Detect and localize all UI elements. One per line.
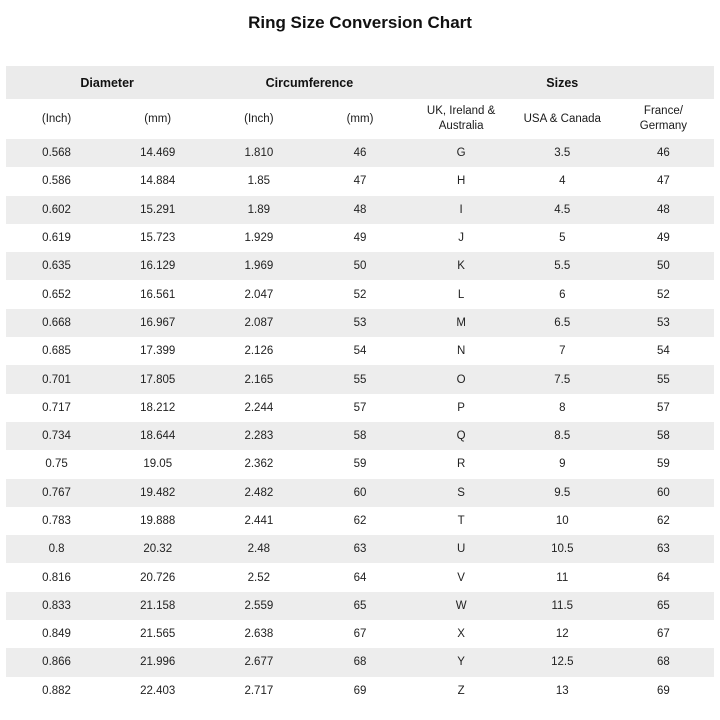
table-cell: I bbox=[459, 203, 463, 216]
table-cell: 68 bbox=[657, 656, 670, 669]
table-cell: 64 bbox=[657, 571, 670, 584]
table-cell: 69 bbox=[657, 684, 670, 697]
table-cell: T bbox=[457, 515, 465, 527]
table-cell: 14.469 bbox=[140, 147, 176, 160]
table-cell: 11.5 bbox=[551, 599, 574, 612]
table-cell: 4 bbox=[559, 175, 566, 188]
table-cell: 0.734 bbox=[42, 430, 71, 443]
table-cell: 8 bbox=[559, 401, 566, 414]
table-cell: 4.5 bbox=[554, 203, 571, 216]
table-cell: 1.969 bbox=[244, 260, 274, 273]
table-cell: 6.5 bbox=[554, 316, 571, 329]
table-row bbox=[6, 224, 714, 252]
table-cell: 0.866 bbox=[42, 656, 71, 669]
table-cell: 67 bbox=[657, 628, 670, 641]
table-cell: 65 bbox=[657, 599, 670, 612]
table-cell: X bbox=[457, 628, 465, 641]
table-cell: 50 bbox=[657, 260, 670, 273]
table-cell: 22.403 bbox=[140, 684, 176, 697]
table-cell: 16.129 bbox=[140, 260, 176, 273]
table-cell: 52 bbox=[353, 288, 367, 301]
table-cell: 1.810 bbox=[244, 147, 274, 160]
table-cell: G bbox=[456, 147, 466, 160]
table-cell: 2.047 bbox=[244, 288, 274, 301]
table-cell: 0.568 bbox=[42, 147, 71, 160]
table-cell: 0.783 bbox=[42, 515, 71, 527]
table-cell: 53 bbox=[657, 316, 670, 329]
table-cell: 0.849 bbox=[42, 628, 71, 641]
table-cell: 2.717 bbox=[244, 684, 274, 697]
table-cell: 2.638 bbox=[244, 628, 274, 641]
table-cell: 17.805 bbox=[140, 373, 176, 386]
table-cell: 2.482 bbox=[244, 486, 274, 499]
table-cell: 2.283 bbox=[244, 430, 274, 443]
table-cell: H bbox=[456, 175, 466, 188]
table-row bbox=[6, 422, 714, 450]
table-cell: 21.996 bbox=[140, 656, 176, 669]
table-cell: 0.635 bbox=[42, 260, 71, 273]
table-cell: 11 bbox=[556, 571, 569, 584]
table-cell: 10 bbox=[555, 515, 569, 527]
table-cell: 0.668 bbox=[42, 316, 71, 329]
table-cell: Q bbox=[456, 430, 466, 443]
table-cell: 1.929 bbox=[244, 232, 274, 245]
table-cell: M bbox=[456, 316, 466, 329]
table-cell: 69 bbox=[353, 684, 367, 697]
group-header-diameter: Diameter bbox=[6, 66, 208, 99]
table-cell: W bbox=[455, 599, 467, 612]
table-cell: 0.717 bbox=[42, 401, 71, 414]
table-cell: 49 bbox=[657, 232, 670, 245]
table-cell: 18.644 bbox=[140, 430, 176, 443]
table-cell: 5.5 bbox=[554, 260, 571, 273]
table-cell: 10.5 bbox=[551, 543, 574, 556]
table-cell: P bbox=[457, 401, 465, 414]
table-cell: 47 bbox=[657, 175, 670, 188]
table-cell: 54 bbox=[657, 345, 670, 358]
table-cell: 65 bbox=[353, 599, 367, 612]
group-header-circumference: Circumference bbox=[208, 66, 410, 99]
table-cell: 19.482 bbox=[140, 486, 176, 499]
table-row bbox=[6, 365, 714, 393]
table-cell: 58 bbox=[353, 430, 367, 443]
table-cell: 18.212 bbox=[140, 401, 176, 414]
table-row bbox=[6, 139, 714, 167]
table-cell: N bbox=[456, 345, 466, 358]
table-cell: 59 bbox=[353, 458, 367, 471]
column-header-4: UK, Ireland & Australia bbox=[411, 99, 512, 139]
table-cell: 0.882 bbox=[42, 684, 71, 697]
table-cell: 46 bbox=[353, 147, 367, 160]
table-cell: 8.5 bbox=[554, 430, 571, 443]
table-cell: 54 bbox=[353, 345, 367, 358]
table-cell: 2.362 bbox=[244, 458, 274, 471]
table-cell: 0.652 bbox=[42, 288, 71, 301]
table-cell: 19.05 bbox=[143, 458, 173, 471]
table-cell: 55 bbox=[657, 373, 670, 386]
table-cell: 2.48 bbox=[247, 543, 271, 556]
table-cell: 7 bbox=[559, 345, 566, 358]
table-cell: 0.833 bbox=[42, 599, 71, 612]
table-cell: 21.158 bbox=[140, 599, 176, 612]
table-cell: 9.5 bbox=[554, 486, 571, 499]
table-cell: 63 bbox=[657, 543, 670, 556]
table-row bbox=[6, 677, 714, 705]
table-cell: 2.165 bbox=[244, 373, 274, 386]
table-cell: 53 bbox=[353, 316, 367, 329]
table-cell: 46 bbox=[657, 147, 670, 160]
column-header-3: (mm) bbox=[309, 99, 410, 139]
table-cell: U bbox=[456, 543, 466, 556]
table-cell: 17.399 bbox=[140, 345, 176, 358]
column-header-2: (Inch) bbox=[208, 99, 309, 139]
column-header-5: USA & Canada bbox=[512, 99, 613, 139]
table-cell: 13 bbox=[555, 684, 569, 697]
table-row bbox=[6, 280, 714, 308]
table-cell: 67 bbox=[353, 628, 367, 641]
table-cell: O bbox=[456, 373, 466, 386]
table-cell: 6 bbox=[559, 288, 566, 301]
table-cell: S bbox=[457, 486, 465, 499]
table-cell: 9 bbox=[559, 458, 566, 471]
table-cell: 7.5 bbox=[554, 373, 571, 386]
table-row bbox=[6, 563, 714, 591]
table-cell: 0.8 bbox=[48, 543, 65, 556]
table-cell: 48 bbox=[353, 203, 367, 216]
table-cell: 12 bbox=[555, 628, 569, 641]
table-cell: 60 bbox=[657, 486, 670, 499]
table-cell: R bbox=[456, 458, 466, 471]
table-cell: 1.89 bbox=[247, 203, 271, 216]
table-row bbox=[6, 507, 714, 535]
table-cell: Y bbox=[457, 656, 465, 669]
table-row bbox=[6, 620, 714, 648]
table-cell: 2.441 bbox=[244, 515, 274, 527]
table-cell: 0.586 bbox=[42, 175, 71, 188]
table-cell: 2.559 bbox=[244, 599, 274, 612]
table-cell: 0.75 bbox=[45, 458, 68, 471]
table-cell: 2.244 bbox=[244, 401, 274, 414]
table-cell: K bbox=[457, 260, 465, 273]
table-cell: 62 bbox=[353, 515, 367, 527]
table-row bbox=[6, 337, 714, 365]
table-row bbox=[6, 252, 714, 280]
column-header-6: France/ Germany bbox=[613, 99, 714, 139]
table-cell: 59 bbox=[657, 458, 670, 471]
table-cell: 52 bbox=[657, 288, 670, 301]
table-cell: 49 bbox=[353, 232, 367, 245]
table-cell: 47 bbox=[353, 175, 367, 188]
table-cell: 58 bbox=[657, 430, 670, 443]
group-header-row bbox=[6, 66, 714, 99]
table-cell: L bbox=[457, 288, 465, 301]
table-cell: 0.816 bbox=[42, 571, 71, 584]
table-cell: 20.32 bbox=[143, 543, 173, 556]
table-cell: 48 bbox=[657, 203, 670, 216]
table-cell: 2.126 bbox=[244, 345, 274, 358]
table-row bbox=[6, 394, 714, 422]
table-row bbox=[6, 592, 714, 620]
page-title: Ring Size Conversion Chart bbox=[248, 13, 472, 32]
ring-size-conversion-table bbox=[6, 66, 714, 705]
table-row bbox=[6, 309, 714, 337]
table-cell: 3.5 bbox=[554, 147, 571, 160]
table-cell: 16.967 bbox=[140, 316, 176, 329]
table-cell: 60 bbox=[353, 486, 367, 499]
table-cell: Z bbox=[457, 684, 465, 697]
table-cell: 12.5 bbox=[551, 656, 574, 669]
table-cell: V bbox=[457, 571, 465, 584]
table-cell: 55 bbox=[353, 373, 367, 386]
table-row bbox=[6, 648, 714, 676]
table-cell: 14.884 bbox=[140, 175, 176, 188]
table-row bbox=[6, 196, 714, 224]
table-cell: 15.291 bbox=[140, 203, 176, 216]
table-cell: 21.565 bbox=[140, 628, 176, 641]
table-cell: 57 bbox=[657, 401, 670, 414]
table-cell: 0.685 bbox=[42, 345, 71, 358]
table-row bbox=[6, 450, 714, 478]
table-cell: 15.723 bbox=[140, 232, 176, 245]
column-header-1: (mm) bbox=[107, 99, 208, 139]
table-cell: J bbox=[458, 232, 464, 245]
group-header-sizes: Sizes bbox=[411, 66, 714, 99]
table-cell: 57 bbox=[353, 401, 367, 414]
table-cell: 2.087 bbox=[244, 316, 274, 329]
table-cell: 68 bbox=[353, 656, 367, 669]
table-cell: 2.677 bbox=[244, 656, 274, 669]
table-header bbox=[6, 66, 714, 139]
table-cell: 16.561 bbox=[140, 288, 176, 301]
table-cell: 20.726 bbox=[140, 571, 176, 584]
table-cell: 64 bbox=[353, 571, 367, 584]
table-cell: 19.888 bbox=[140, 515, 176, 527]
table-cell: 0.602 bbox=[42, 203, 71, 216]
table-cell: 0.701 bbox=[42, 373, 71, 386]
column-header-row bbox=[6, 99, 714, 139]
table-cell: 1.85 bbox=[247, 175, 271, 188]
table-cell: 50 bbox=[353, 260, 367, 273]
table-row bbox=[6, 479, 714, 507]
column-header-0: (Inch) bbox=[6, 99, 107, 139]
table-cell: 0.767 bbox=[42, 486, 71, 499]
table-cell: 5 bbox=[559, 232, 566, 245]
table-body bbox=[6, 139, 714, 705]
table-cell: 2.52 bbox=[247, 571, 271, 584]
table-cell: 0.619 bbox=[42, 232, 71, 245]
table-row bbox=[6, 167, 714, 195]
table-cell: 62 bbox=[657, 515, 670, 527]
table-row bbox=[6, 535, 714, 563]
table-cell: 63 bbox=[353, 543, 367, 556]
